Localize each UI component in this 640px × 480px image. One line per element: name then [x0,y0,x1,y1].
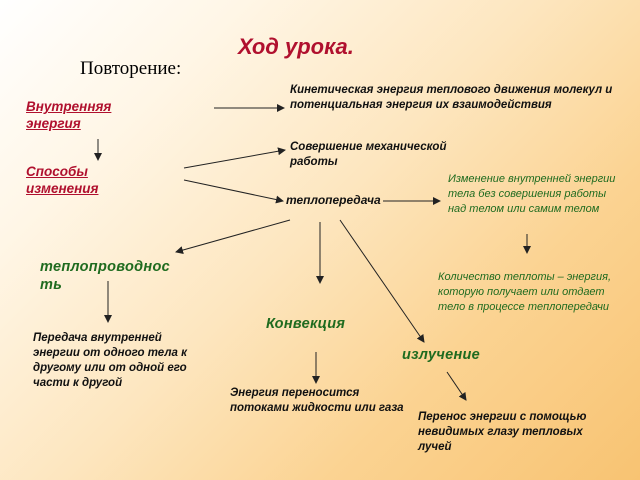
node-internal-energy: Внутренняя энергия [26,99,112,131]
slide-title: Ход урока. [238,34,354,59]
node-conduction: теплопроводность [40,259,170,293]
node-convection-def: Энергия переносится потоками жидкости или газа [230,387,404,414]
node-convection: Конвекция [266,316,346,332]
node-ways-to-change: Способы изменения [26,164,99,196]
node-quantity-heat-def: Количество теплоты – энергия, которую получает или отдает тело в процессе теплопередачи [438,271,612,313]
arrow-radiation-to-def [447,372,466,400]
slide-subtitle: Повторение: [80,58,182,79]
node-radiation-def: Перенос энергии с помощью невидимых глазу тепловых лучей [418,411,587,453]
node-heat-transfer: теплопередача [286,193,381,207]
arrow-heat-transfer-to-conduction [176,220,290,252]
node-work: Совершение механической работы [290,141,447,168]
arrow-ways-to-heat-transfer [184,180,283,201]
arrow-ways-to-work [184,150,285,168]
node-heat-transfer-def: Изменение внутренней энергии тела без совершения работы над телом или самим телом [448,173,616,215]
node-conduction-def: Передача внутренней энергии от одного тела к другому или от одной его части к другой [33,332,187,389]
node-kinetic-def: Кинетическая энергия теплового движения молекул и потенциальная энергия их взаимодействия [290,84,613,111]
node-radiation: излучение [402,347,481,363]
